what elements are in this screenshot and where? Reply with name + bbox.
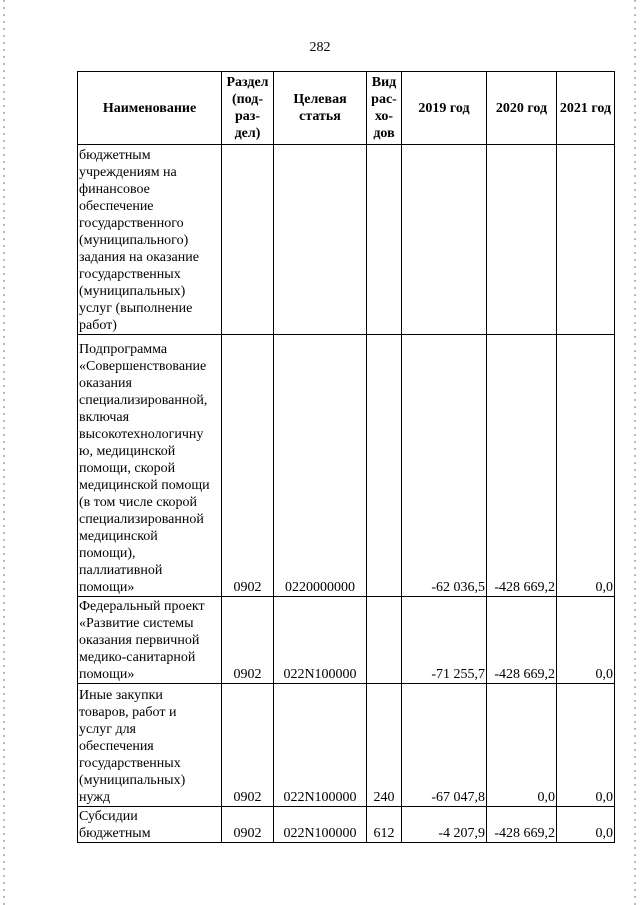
page-number: 282 [309, 40, 331, 55]
row-expense-type [367, 145, 402, 335]
row-name: Субсидии бюджетным [78, 807, 222, 843]
row-2019: -67 047,8 [402, 684, 487, 807]
row-target-article: 0220000000 [274, 335, 367, 597]
scan-edge-right [634, 0, 636, 905]
header-2019: 2019 год [402, 72, 487, 145]
row-target-article: 022N100000 [274, 684, 367, 807]
row-2020 [487, 145, 557, 335]
row-2021: 0,0 [557, 684, 615, 807]
row-target-article: 022N100000 [274, 807, 367, 843]
row-expense-type [367, 335, 402, 597]
row-2019: -71 255,7 [402, 597, 487, 684]
row-2020: -428 669,2 [487, 597, 557, 684]
row-expense-type: 612 [367, 807, 402, 843]
table-row [78, 145, 615, 335]
budget-table [77, 71, 615, 843]
row-2021: 0,0 [557, 597, 615, 684]
row-section: 0902 [222, 597, 274, 684]
row-name: Подпрограмма «Совершенствование оказания специализированной, включая высокотехнологичну ю, медицинской помощи, скорой медицинской помощи (в том числе скорой специализированной медицинской помощи), паллиативной помощи» [78, 335, 222, 597]
row-2019: -62 036,5 [402, 335, 487, 597]
row-target-article: 022N100000 [274, 597, 367, 684]
row-name: Федеральный проект «Развитие системы оказания первичной медико-санитарной помощи» [78, 597, 222, 684]
header-name: Наименование [78, 72, 222, 145]
row-2020: -428 669,2 [487, 335, 557, 597]
row-target-article [274, 145, 367, 335]
row-name: Иные закупки товаров, работ и услуг для обеспечения государственных (муниципальных) нужд [78, 684, 222, 807]
row-2020: -428 669,2 [487, 807, 557, 843]
table-row [78, 335, 615, 597]
row-expense-type: 240 [367, 684, 402, 807]
header-section: Раздел (под- раз- дел) [222, 72, 274, 145]
row-section: 0902 [222, 684, 274, 807]
table-row [78, 807, 615, 843]
row-2020: 0,0 [487, 684, 557, 807]
header-expense-type: Вид рас- хо- дов [367, 72, 402, 145]
header-2021: 2021 год [557, 72, 615, 145]
table-row [78, 684, 615, 807]
header-2020: 2020 год [487, 72, 557, 145]
row-2021 [557, 145, 615, 335]
row-section: 0902 [222, 335, 274, 597]
header-target-article: Целевая статья [274, 72, 367, 145]
row-2021: 0,0 [557, 335, 615, 597]
row-section [222, 145, 274, 335]
row-2021: 0,0 [557, 807, 615, 843]
row-section: 0902 [222, 807, 274, 843]
row-2019: -4 207,9 [402, 807, 487, 843]
row-2019 [402, 145, 487, 335]
scan-edge-left [3, 0, 5, 905]
row-name: бюджетным учреждениям на финансовое обеспечение государственного (муниципального) задания на оказание государственных (муниципальных) услуг (выполнение работ) [78, 145, 222, 335]
row-expense-type [367, 597, 402, 684]
table-row [78, 597, 615, 684]
